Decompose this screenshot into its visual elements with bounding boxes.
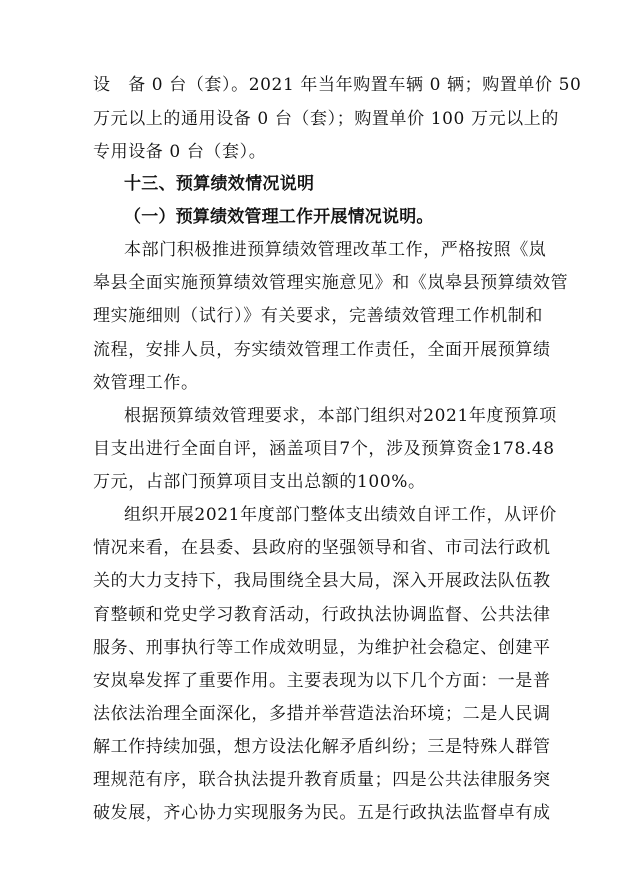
paragraph-line: 安岚皋发挥了重要作用。主要表现为以下几个方面：一是普	[93, 671, 551, 691]
paragraph-line: 根据预算绩效管理要求，本部门组织对2021年度预算项	[124, 406, 557, 426]
paragraph-line: 目支出进行全面自评，涵盖项目7个，涉及预算资金178.48	[93, 439, 555, 459]
paragraph-line: 破发展，齐心协力实现服务为民。五是行政执法监督卓有成	[93, 803, 551, 823]
paragraph-line: 法依法治理全面深化，多措并举营造法治环境；二是人民调	[93, 704, 551, 724]
paragraph-line: 皋县全面实施预算绩效管理实施意见》和《岚皋县预算绩效管	[93, 273, 569, 293]
section-heading: 十三、预算绩效情况说明	[124, 174, 315, 194]
paragraph-line: 育整顿和党史学习教育活动，行政执法协调监督、公共法律	[93, 605, 551, 625]
text-line: 万元以上的通用设备 0 台（套）；购置单价 100 万元以上的	[93, 109, 559, 129]
paragraph-line: 理实施细则（试行）》有关要求，完善绩效管理工作机制和	[93, 306, 543, 326]
paragraph-line: 理规范有序，联合执法提升教育质量；四是公共法律服务突	[93, 770, 551, 790]
paragraph-line: 万元，占部门预算项目支出总额的100%。	[93, 472, 426, 492]
paragraph-line: 组织开展2021年度部门整体支出绩效自评工作，从评价	[124, 505, 557, 525]
subsection-heading: （一）预算绩效管理工作开展情况说明。	[124, 207, 434, 227]
paragraph-line: 效管理工作。	[93, 373, 199, 393]
paragraph-line: 解工作持续加强，想方设法化解矛盾纠纷；三是特殊人群管	[93, 737, 551, 757]
text-line: 专用设备 0 台（套）。	[93, 142, 267, 162]
paragraph-line: 服务、刑事执行等工作成效明显，为维护社会稳定、创建平	[93, 638, 551, 658]
paragraph-line: 情况来看，在县委、县政府的坚强领导和省、市司法行政机	[93, 538, 551, 558]
paragraph-line: 流程，安排人员，夯实绩效管理工作责任，全面开展预算绩	[93, 340, 551, 360]
paragraph-line: 本部门积极推进预算绩效管理改革工作，严格按照《岚	[124, 240, 547, 260]
paragraph-line: 关的大力支持下，我局围绕全县大局，深入开展政法队伍教	[93, 571, 551, 591]
text-line: 设 备 0 台（套）。2021 年当年购置车辆 0 辆；购置单价 50	[93, 75, 582, 95]
